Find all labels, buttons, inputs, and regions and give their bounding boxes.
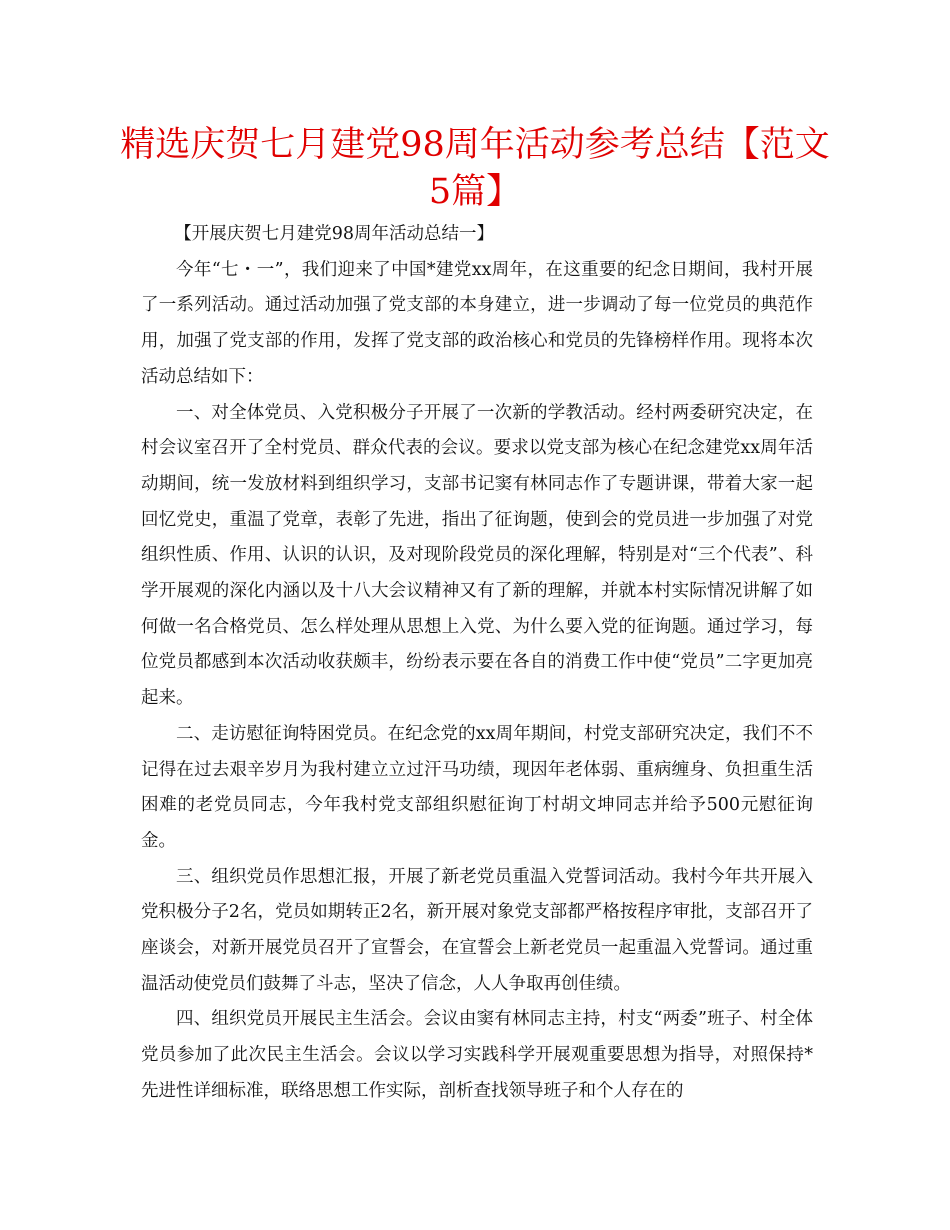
paragraph-item-1: 一、对全体党员、入党积极分子开展了一次新的学教活动。经村两委研究决定，在村会议室召开了全村党员、群众代表的会议。要求以党支部为核心在纪念建党xx周年活动期间，统一发放材料到组织学习，支部书记窦有林同志作了专题讲课，带着大家一起回忆党史，重温了党章，表彰了先进，指出了征询题，使到会的党员进一步加强了对党组织性质、作用、认识的认识，及对现阶段党员的深化理解，特别是对“三个代表”、科学开展观的深化内涵以及十八大会议精神又有了新的理解，并就本村实际情况讲解了如何做一名合格党员、怎么样处理从思想上入党、为什么要入党的征询题。通过学习，每位党员都感到本次活动收获颇丰，纷纷表示要在各自的消费工作中使“党员”二字更加亮起来。 bbox=[141, 402, 813, 709]
paragraph-item-2: 二、走访慰征询特困党员。在纪念党的xx周年期间，村党支部研究决定，我们不不记得在过去艰辛岁月为我村建立立过汗马功绩，现因年老体弱、重病缠身、负担重生活困难的老党员同志，今年我村党支部组织慰征询丁村胡文坤同志并给予500元慰征询金。 bbox=[141, 723, 813, 851]
paragraph-intro: 今年“七・一”，我们迎来了中国*建党xx周年，在这重要的纪念日期间，我村开展了一系列活动。通过活动加强了党支部的本身建立，进一步调动了每一位党员的典范作用，加强了党支部的作用，发挥了党支部的政治核心和党员的先锋榜样作用。现将本次活动总结如下： bbox=[141, 259, 813, 387]
document-body bbox=[141, 217, 813, 1110]
paragraph-item-3: 三、组织党员作思想汇报，开展了新老党员重温入党誓词活动。我村今年共开展入党积极分子2名，党员如期转正2名，新开展对象党支部都严格按程序审批，支部召开了座谈会，对新开展党员召开了宣誓会，在宣誓会上新老党员一起重温入党誓词。通过重温活动使党员们鼓舞了斗志，坚决了信念，人人争取再创佳绩。 bbox=[141, 866, 813, 994]
section-heading: 【开展庆贺七月建党98周年活动总结一】 bbox=[174, 224, 495, 244]
document-title: 精选庆贺七月建党98周年活动参考总结【范文5篇】 bbox=[120, 125, 830, 212]
paragraph-item-4: 四、组织党员开展民主生活会。会议由窦有林同志主持，村支“两委”班子、村全体党员参加了此次民主生活会。会议以学习实践科学开展观重要思想为指导，对照保持*先进性详细标准，联络思想工作实际，剖析查找领导班子和个人存在的 bbox=[141, 1009, 813, 1101]
